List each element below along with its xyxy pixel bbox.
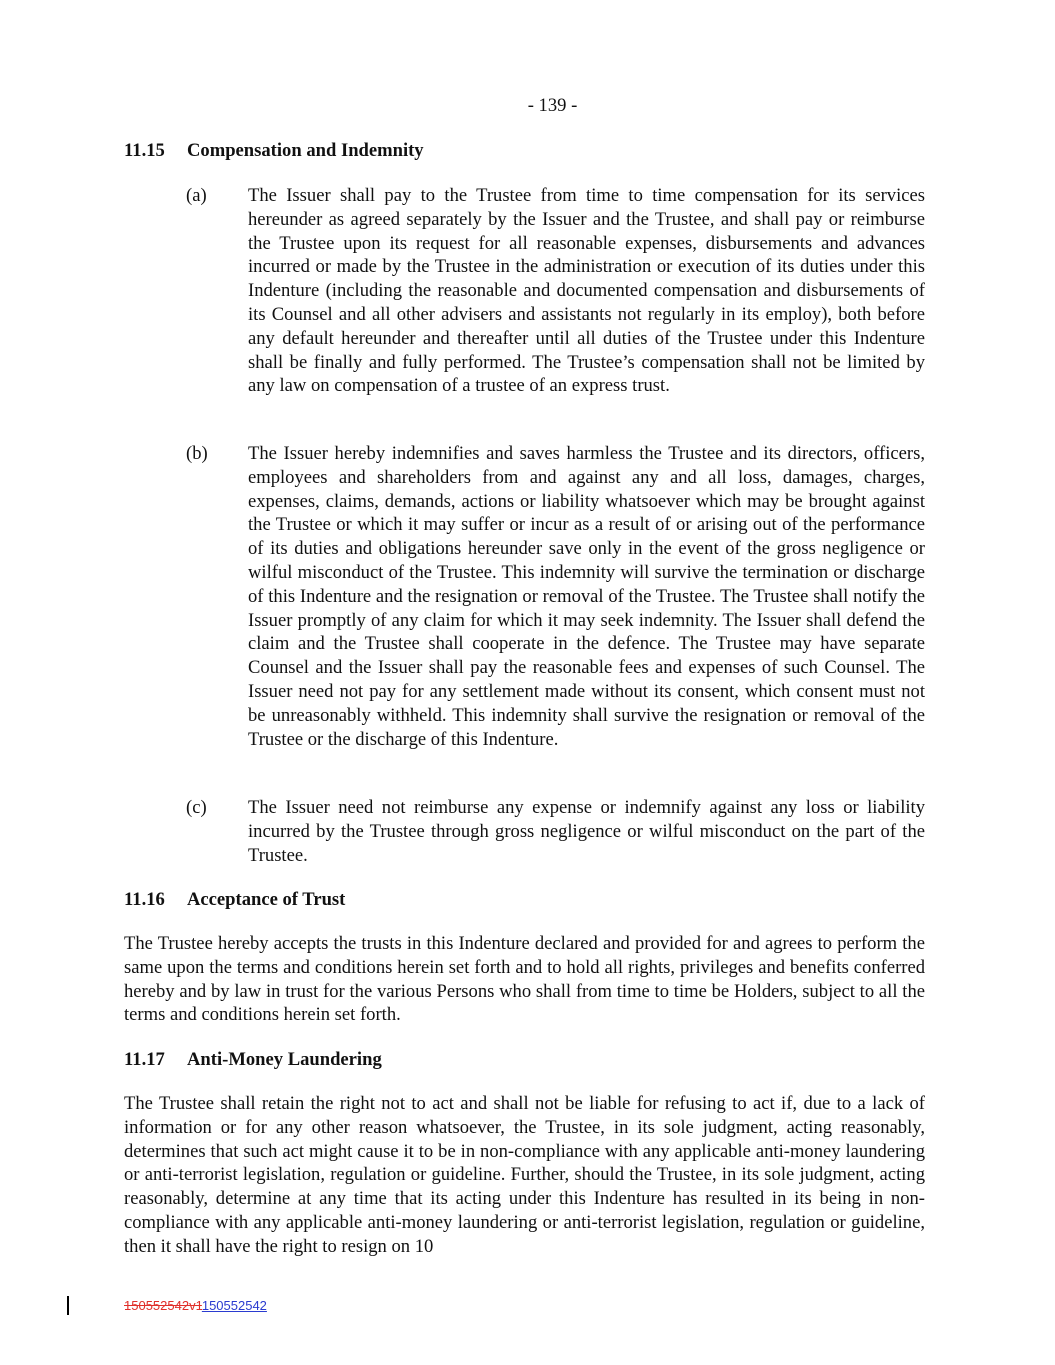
change-bar [67, 1296, 69, 1315]
anti-money-laundering-paragraph: The Trustee shall retain the right not to act and shall not be liable for refusing to act if, due to a lack of information or for any other reason whatsoever, the Trustee, in its sole judgment, acting reasonably, determines that such act might cause it to be in non-compliance with any applicable anti-money laundering or anti-terrorist legislation, regulation or guideline. Further, should the Trustee, in its sole judgment, acting reasonably, determine at any time that its acting under this Indenture has resulted in its being in non-compliance with any applicable anti-money laundering or anti-terrorist legislation, regulation or guideline, then it shall have the right to resign on 10 [124, 1093, 925, 1257]
clause-label: (a) [186, 185, 207, 206]
document-reference-footer [124, 1298, 267, 1314]
section-heading-11-15 [124, 139, 424, 163]
clause-text: The Issuer hereby indemnifies and saves harmless the Trustee and its directors, officers, employees and shareholders from and against any and all loss, damages, charges, expenses, claims, demands, actions or liability whatsoever which may be brought against the Trustee or which it may suffer or incur as a result of or arising out of the performance of its duties and obligations hereunder save only in the event of the gross negligence or wilful misconduct of the Trustee. This indemnity will survive the termination or discharge of this Indenture and the resignation or removal of the Trustee. The Trustee shall notify the Issuer promptly of any claim for which it may seek indemnity. The Issuer shall defend the claim and the Trustee shall cooperate in the defence. The Trustee may have separate Counsel and the Issuer shall pay the reasonable fees and expenses of such Counsel. The Issuer need not pay for any settlement made without its consent, which consent must not be unreasonably withheld. This indemnity shall survive the resignation or removal of the Trustee or the discharge of this Indenture. [248, 443, 925, 750]
clause-c [186, 796, 925, 867]
section-heading-11-17 [124, 1048, 382, 1072]
section-title: Acceptance of Trust [187, 889, 346, 910]
section-number: 11.15 [124, 140, 165, 161]
page-number: - 139 - [527, 95, 578, 116]
section-heading-11-16 [124, 888, 345, 912]
clause-text: The Issuer shall pay to the Trustee from time to time compensation for its services hereunder as agreed separately by the Issuer and the Trustee, and shall pay or reimburse the Trustee upon its request for all reasonable expenses, disbursements and advances incurred or made by the Trustee in the administration or execution of its duties under this Indenture (including the reasonable and documented compensation and disbursements of its Counsel and all other advisers and assistants not regularly in its employ), both before any default hereunder and thereafter until all duties of the Trustee under this Indenture shall be finally and fully performed. The Trustee’s compensation shall not be limited by any law on compensation of a trustee of an express trust. [248, 185, 925, 397]
clause-b [186, 442, 925, 751]
clause-a [186, 184, 925, 398]
clause-text: The Issuer need not reimburse any expense or indemnify against any loss or liability incurred by the Trustee through gross negligence or wilful misconduct on the part of the Trustee. [248, 797, 925, 866]
acceptance-of-trust-paragraph: The Trustee hereby accepts the trusts in this Indenture declared and provided for and agrees to perform the same upon the terms and conditions herein set forth and to hold all rights, privileges and benefits conferred hereby and by law in trust for the various Persons who shall from time to time be Holders, subject to all the terms and conditions herein set forth. [124, 933, 925, 1026]
section-number: 11.16 [124, 889, 165, 910]
section-number: 11.17 [124, 1049, 165, 1070]
clause-label: (c) [186, 797, 207, 818]
section-title: Anti-Money Laundering [187, 1049, 382, 1070]
inserted-document-ref: 150552542 [201, 1298, 267, 1313]
section-title: Compensation and Indemnity [187, 140, 424, 161]
clause-label: (b) [186, 443, 208, 464]
deleted-document-ref: 150552542v1 [124, 1298, 202, 1313]
